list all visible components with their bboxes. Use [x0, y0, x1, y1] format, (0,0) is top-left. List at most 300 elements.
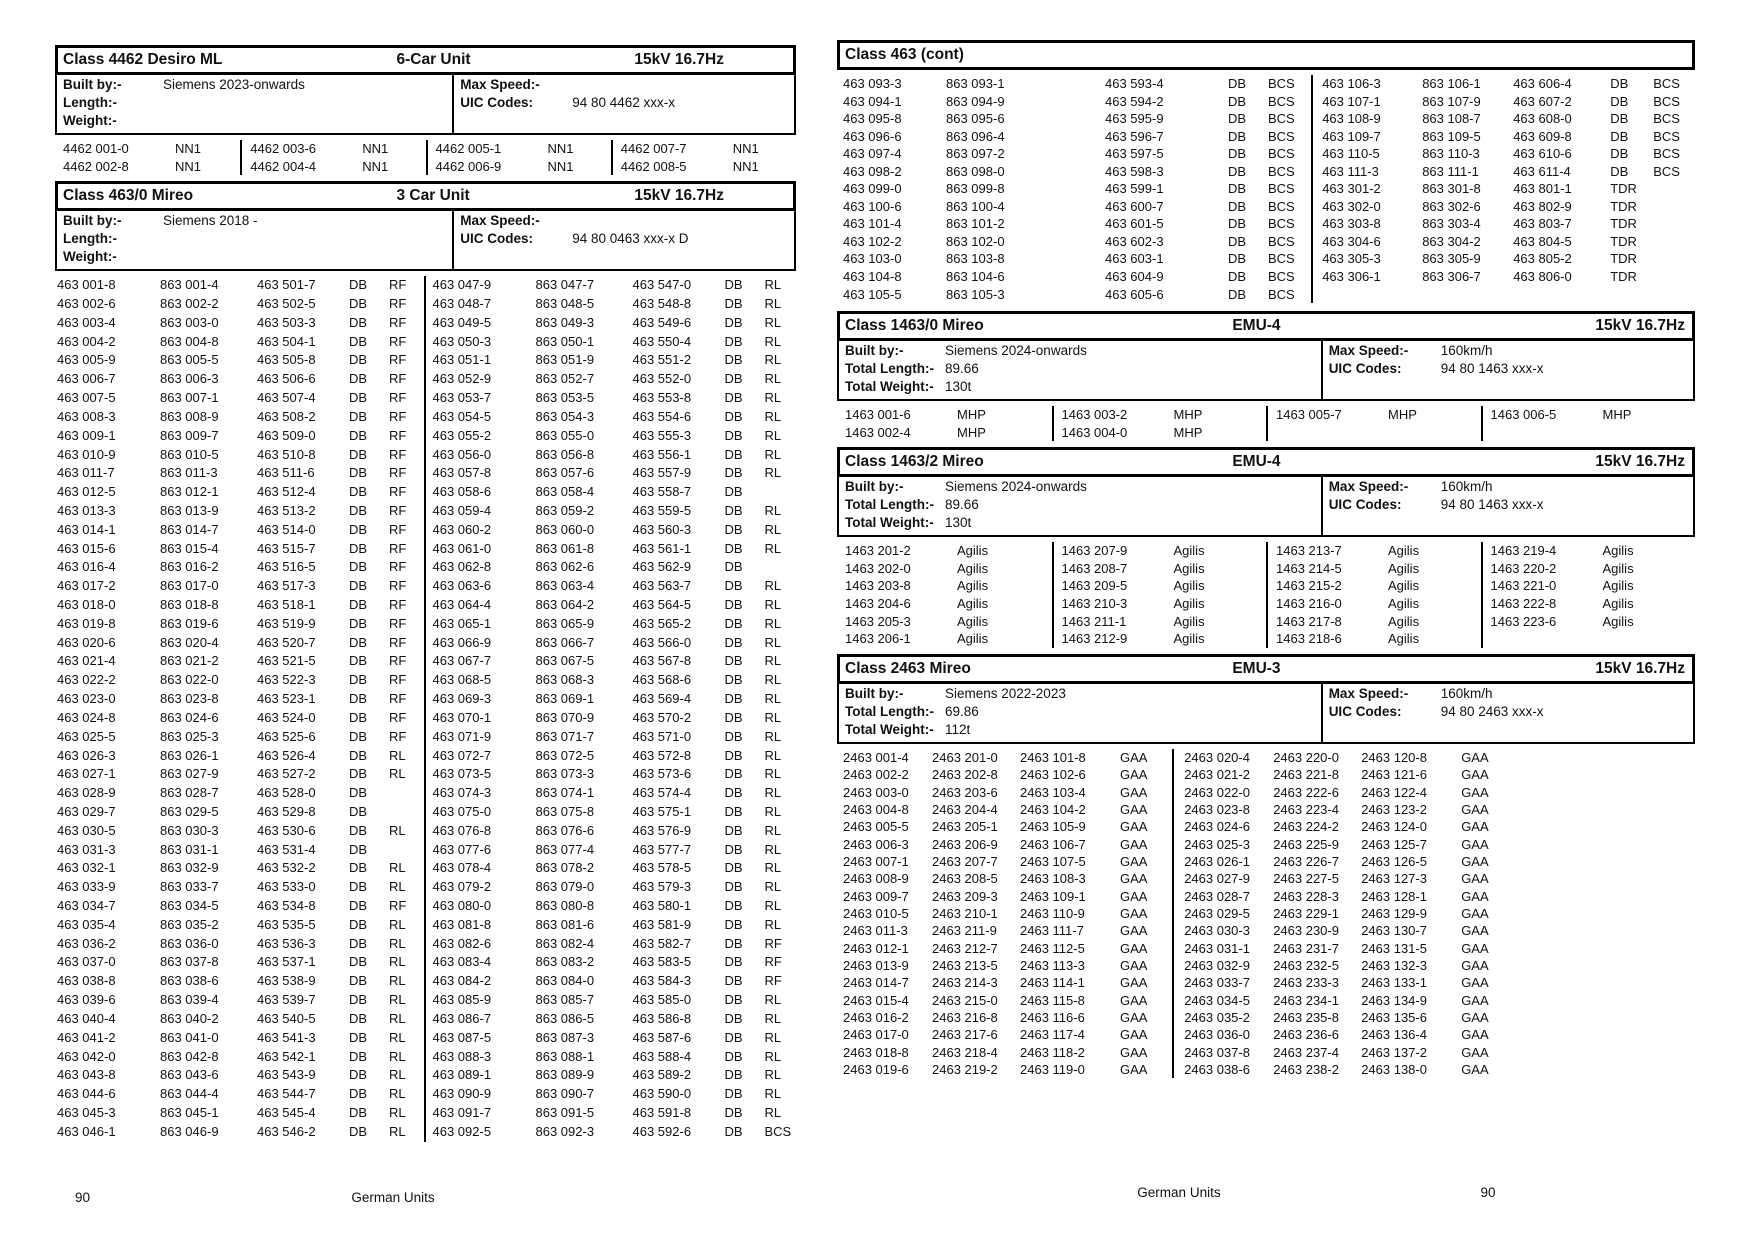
unit-number-pmc: 2463 222-6: [1273, 784, 1339, 800]
length-label: Length:-: [63, 231, 117, 247]
fleet-row: [433, 577, 797, 596]
unit-allocation: NN1: [547, 141, 574, 156]
unit-number-dmc2: 463 580-1: [632, 898, 692, 913]
max-speed-row: [1329, 342, 1687, 360]
pool-code: [1653, 198, 1695, 216]
unit-number: 4462 007-7: [620, 141, 687, 156]
operator-code: DB: [349, 973, 368, 989]
weight-label: Weight:-: [63, 249, 117, 265]
unit-number-tc: 863 083-2: [535, 954, 595, 970]
unit-number-dmc1: 2463 025-3: [1184, 836, 1250, 852]
unit-number-tc: 863 011-3: [160, 465, 218, 481]
unit-number-dmc2: 463 804-5: [1513, 233, 1572, 249]
unit-number-dmc1: 463 033-9: [57, 879, 116, 895]
pool-code: BCS: [1268, 216, 1295, 232]
built-by-row: [63, 212, 446, 230]
weight-label: Total Weight:-: [845, 379, 934, 395]
unit-group: [1052, 542, 1267, 648]
operator-code: DB: [349, 1104, 368, 1120]
fleet-row: [843, 128, 1311, 146]
unit-number-dmc2: 463 544-7: [257, 1086, 316, 1102]
unit-allocation: MHP: [1173, 424, 1203, 440]
operator-code: GAA: [1461, 836, 1489, 852]
unit-number-tc: 863 033-7: [160, 879, 219, 895]
unit-number-tc: 863 045-1: [160, 1104, 219, 1120]
uic-value: 94 80 4462 xxx-x: [572, 95, 676, 110]
unit-number-dmc2: 2463 128-1: [1361, 888, 1427, 904]
uic-row: [460, 230, 788, 248]
unit-allocation: MHP: [1173, 407, 1203, 423]
unit-number-dmc2: 463 591-8: [632, 1104, 692, 1120]
unit-number-dmc2: 463 574-4: [632, 785, 692, 801]
unit-number-tc: 863 047-7: [535, 277, 595, 293]
class-title: Class 1463/2 Mireo: [845, 453, 984, 471]
unit-number-tc: 863 098-0: [946, 163, 1005, 179]
unit-number-dmc1: 2463 021-2: [1184, 767, 1250, 783]
unit-number: 1463 212-9: [1061, 631, 1128, 647]
voltage-spec: 15kV 16.7Hz: [1595, 317, 1685, 335]
unit-row: [845, 542, 1052, 560]
fleet-row: [57, 1029, 424, 1048]
unit-row: [845, 595, 1052, 613]
class-463-fleet-table: [55, 271, 796, 1141]
unit-number-dmc1: 463 038-8: [57, 973, 116, 989]
fleet-row: [433, 540, 797, 559]
fleet-row: [433, 483, 797, 502]
pool-code: RF: [389, 728, 407, 744]
operator-code: DB: [724, 1104, 743, 1120]
unit-number-dmc2: 463 569-4: [632, 691, 692, 707]
unit-number-dmc2: 463 556-1: [632, 446, 692, 462]
unit-number: 1463 223-6: [1490, 613, 1557, 629]
unit-allocation: Agilis: [957, 631, 989, 647]
unit-number-tc: 863 104-6: [946, 269, 1005, 285]
unit-number-pmc: 2463 233-3: [1273, 975, 1339, 991]
pool-code: RF: [389, 709, 407, 725]
unit-number-dmc1: 2463 022-0: [1184, 784, 1250, 800]
fleet-row: [433, 464, 797, 483]
operator-code: GAA: [1461, 767, 1489, 783]
operator-code: DB: [349, 465, 368, 481]
unit-number-dmc2: 463 529-8: [257, 803, 316, 819]
unit-number-tc: 863 078-2: [535, 860, 595, 876]
unit-number-dmc1: 463 306-1: [1322, 269, 1381, 285]
pool-code: RL: [389, 1104, 406, 1120]
operator-code: GAA: [1120, 749, 1148, 765]
unit-number-dmc2: 463 512-4: [257, 484, 316, 500]
pool-code: BCS: [1268, 181, 1295, 197]
unit-number-tc: 863 092-3: [535, 1123, 595, 1139]
unit-number-dmc1: 463 082-6: [432, 935, 492, 951]
unit-number-dmc1: 463 015-6: [57, 540, 116, 556]
unit-number-dmc1: 2463 038-6: [1184, 1062, 1250, 1078]
fleet-row: [433, 427, 797, 446]
fleet-row: [843, 957, 1172, 974]
fleet-row: [57, 747, 424, 766]
unit-number-dmc1: 463 073-5: [432, 766, 492, 782]
fleet-row: [843, 180, 1311, 198]
fleet-row: [57, 314, 424, 333]
unit-number-dmc2: 2463 121-6: [1361, 767, 1427, 783]
pool-code: RF: [389, 371, 407, 387]
fleet-row: [57, 351, 424, 370]
unit-number-dmc2: 463 566-0: [632, 634, 692, 650]
pool-code: BCS: [1653, 76, 1680, 91]
weight-label: Total Weight:-: [845, 515, 934, 531]
pool-code: RF: [389, 672, 407, 688]
unit-number-tc: 863 099-8: [946, 181, 1005, 197]
unit-number-dmc1: 463 078-4: [432, 860, 492, 876]
fleet-row: [1322, 128, 1695, 146]
class-title: Class 463/0 Mireo: [63, 187, 194, 205]
unit-number-dmc1: 463 104-8: [843, 269, 902, 285]
unit-number-tc: 863 102-0: [946, 233, 1005, 249]
unit-number-dmc1: 2463 026-1: [1184, 853, 1250, 869]
unit-number: 1463 221-0: [1490, 578, 1557, 594]
unit-number-dmc1: 463 040-4: [57, 1010, 116, 1026]
unit-number-dmc1: 463 098-2: [843, 163, 902, 179]
class-1463-2-units: [837, 537, 1695, 654]
unit-number-dmc1: 463 024-8: [57, 709, 116, 725]
fleet-row: [1184, 836, 1695, 853]
operator-code: DB: [1228, 181, 1247, 197]
fleet-row: [433, 747, 797, 766]
fleet-row: [57, 765, 424, 784]
fleet-row: [843, 992, 1172, 1009]
unit-row: [1276, 630, 1481, 648]
unit-row: [1062, 595, 1267, 613]
unit-number-dmc2: 463 578-5: [632, 860, 692, 876]
unit-number-dmc2: 463 505-8: [257, 352, 316, 368]
fleet-row: [1322, 110, 1695, 128]
unit-number-dmc2: 2463 124-0: [1361, 819, 1427, 835]
unit-number-dmc1: 463 047-9: [432, 277, 492, 293]
unit-number-dmc1: 463 075-0: [432, 803, 492, 819]
unit-number-dmc2: 463 533-0: [257, 879, 316, 895]
fleet-row: [433, 615, 797, 634]
pool-code: [1653, 180, 1695, 198]
unit-number-dmc2: 463 605-6: [1105, 286, 1164, 302]
operator-code: GAA: [1461, 923, 1489, 939]
unit-number-dmc2: 463 536-3: [257, 935, 316, 951]
unit-number-dmc2: 463 587-6: [632, 1029, 692, 1045]
fleet-row: [433, 671, 797, 690]
uic-row: [460, 94, 788, 112]
operator-code: DB: [349, 803, 368, 819]
unit-number-dmc2: 2463 123-2: [1361, 801, 1427, 817]
pool-code: RL: [764, 277, 782, 293]
pool-code: RF: [389, 390, 407, 406]
unit-allocation: NN1: [732, 141, 759, 156]
fleet-row: [843, 1061, 1172, 1078]
pool-code: RL: [764, 408, 782, 424]
unit-allocation: Agilis: [1173, 578, 1205, 594]
fleet-row: [57, 953, 424, 972]
class-title: Class 2463 Mireo: [845, 659, 971, 677]
fleet-row: [1322, 233, 1695, 251]
unit-number-dmc2: 2463 101-8: [1020, 749, 1086, 765]
unit-number-tc: 863 046-9: [160, 1123, 219, 1139]
unit-number-dmc2: 2463 111-7: [1020, 923, 1084, 939]
unit-number-pmc: 2463 205-1: [932, 819, 998, 835]
operator-code: DB: [349, 935, 368, 951]
operator-code: DB: [349, 954, 368, 970]
operator-code: DB: [349, 277, 368, 293]
pool-code: [389, 803, 424, 822]
unit-number: 1463 220-2: [1490, 560, 1557, 576]
operator-code: DB: [349, 1086, 368, 1102]
unit-row: [1276, 595, 1481, 613]
unit-number-tc: 863 041-0: [160, 1029, 219, 1045]
fleet-row: [843, 198, 1311, 216]
unit-allocation: Agilis: [1388, 543, 1420, 559]
page-number: 90: [75, 1190, 91, 1205]
unit-number-tc: 863 093-1: [946, 76, 1005, 91]
fleet-row: [843, 1044, 1172, 1061]
pool-code: RF: [389, 898, 407, 913]
unit-number-dmc1: 463 009-1: [57, 427, 116, 443]
unit-number-dmc2: 463 610-6: [1513, 146, 1572, 162]
operator-code: DB: [1228, 286, 1247, 302]
max-speed-row: [460, 212, 788, 230]
length-label: Length:-: [63, 95, 117, 110]
fleet-row: [843, 268, 1311, 286]
operator-code: DB: [724, 822, 743, 838]
pool-code: RF: [389, 446, 407, 462]
unit-number-dmc2: 463 604-9: [1105, 269, 1164, 285]
unit-number-tc: 863 012-1: [160, 484, 219, 500]
unit-number-dmc1: 463 111-3: [1322, 163, 1379, 179]
unit-number: 1463 005-7: [1276, 407, 1342, 423]
fleet-row: [57, 709, 424, 728]
unit-number-dmc1: 463 020-6: [57, 634, 116, 650]
unit-number: 4462 005-1: [435, 141, 502, 156]
operator-code: GAA: [1461, 1044, 1489, 1060]
unit-number-pmc: 2463 221-8: [1273, 767, 1339, 783]
unit-number-dmc2: 463 803-7: [1513, 216, 1572, 232]
unit-number-tc: 863 043-6: [160, 1067, 219, 1083]
fleet-row: [843, 888, 1172, 905]
fleet-row: [57, 370, 424, 389]
operator-code: DB: [349, 446, 368, 462]
length-label: Total Length:-: [845, 703, 934, 719]
unit-number-dmc1: 463 018-0: [57, 597, 116, 612]
operator-code: DB: [1610, 111, 1629, 127]
unit-number-tc: 863 015-4: [160, 540, 219, 556]
pool-code: RF: [389, 559, 407, 575]
unit-number-dmc2: 463 519-9: [257, 615, 316, 631]
unit-row: [63, 158, 240, 176]
unit-allocation: Agilis: [1173, 543, 1205, 559]
unit-number-pmc: 2463 203-6: [932, 784, 998, 800]
operator-code: DB: [724, 766, 743, 782]
unit-number-pmc: 2463 214-3: [932, 975, 998, 991]
weight-row: [63, 248, 446, 266]
unit-number-tc: 863 103-8: [946, 251, 1005, 267]
voltage-spec: 15kV 16.7Hz: [634, 187, 724, 205]
unit-allocation: Agilis: [1388, 560, 1420, 576]
operator-code: DB: [724, 709, 743, 725]
unit-number-dmc1: 463 011-7: [57, 465, 115, 481]
unit-number-dmc1: 2463 001-4: [843, 749, 909, 765]
unit-number-dmc2: 2463 126-5: [1361, 853, 1427, 869]
fleet-table-right-half: [426, 276, 797, 1141]
unit-number-tc: 863 108-7: [1422, 111, 1481, 127]
built-by-value: Siemens 2024-onwards: [945, 479, 1087, 495]
unit-number-tc: 863 016-2: [160, 559, 219, 575]
uic-label: UIC Codes:: [460, 231, 533, 247]
unit-number-dmc2: 2463 120-8: [1361, 749, 1427, 765]
unit-number-tc: 863 306-7: [1422, 269, 1481, 285]
running-title: German Units: [351, 1190, 435, 1205]
unit-number-tc: 863 042-8: [160, 1048, 219, 1064]
weight-value: 130t: [945, 515, 972, 531]
unit-number-dmc1: 463 088-3: [432, 1048, 492, 1064]
unit-number-dmc1: 463 081-8: [432, 916, 492, 932]
unit-number: 4462 001-0: [63, 141, 129, 156]
unit-number-dmc2: 463 550-4: [632, 333, 692, 349]
operator-code: TDR: [1610, 198, 1637, 214]
pool-code: RL: [764, 803, 782, 819]
unit-number: 1463 205-3: [845, 613, 911, 629]
fleet-row: [57, 446, 424, 465]
operator-code: DB: [349, 296, 368, 311]
unit-number-pmc: 2463 209-3: [932, 888, 998, 904]
unit-number-dmc1: 463 096-6: [843, 128, 902, 144]
operator-code: GAA: [1120, 957, 1148, 973]
unit-number-dmc2: 463 601-5: [1105, 216, 1164, 232]
unit-number-tc: 863 101-2: [946, 216, 1005, 232]
unit-number-pmc: 2463 228-3: [1273, 888, 1339, 904]
pool-code: BCS: [1268, 286, 1295, 302]
unit-number-dmc2: 463 541-3: [257, 1029, 316, 1045]
unit-allocation: Agilis: [1602, 560, 1634, 576]
operator-code: DB: [724, 502, 743, 518]
pool-code: RF: [389, 653, 407, 669]
pool-code: RL: [389, 1123, 406, 1139]
unit-number-dmc2: 2463 129-9: [1361, 905, 1427, 921]
unit-number-dmc1: 463 102-2: [843, 233, 902, 249]
fleet-row: [57, 295, 424, 314]
unit-number-tc: 863 090-7: [535, 1086, 595, 1102]
operator-code: DB: [349, 898, 368, 913]
pool-code: BCS: [1268, 198, 1295, 214]
operator-code: DB: [724, 408, 743, 424]
fleet-row: [433, 314, 797, 333]
fleet-row: [57, 972, 424, 991]
unit-formation: EMU-4: [1232, 317, 1281, 335]
unit-row: [250, 140, 425, 158]
fleet-row: [433, 596, 797, 615]
operator-code: DB: [349, 1029, 368, 1045]
unit-number-pmc: 2463 220-0: [1273, 749, 1339, 765]
fleet-row: [57, 1010, 424, 1029]
unit-allocation: Agilis: [1602, 543, 1634, 559]
unit-number-tc: 863 048-5: [535, 296, 595, 311]
unit-number-dmc2: 2463 138-0: [1361, 1062, 1427, 1078]
pool-code: [1653, 268, 1695, 286]
unit-number: 4462 004-4: [250, 158, 317, 174]
operator-code: DB: [724, 747, 743, 763]
pool-code: BCS: [1653, 128, 1680, 144]
unit-number-dmc1: 463 084-2: [432, 973, 492, 989]
unit-allocation: Agilis: [1173, 613, 1205, 629]
unit-allocation: Agilis: [1173, 560, 1205, 576]
unit-number-dmc1: 2463 029-5: [1184, 905, 1250, 921]
operator-code: DB: [1228, 198, 1247, 214]
unit-number-tc: 863 050-1: [535, 333, 595, 349]
unit-number-tc: 863 037-8: [160, 954, 219, 970]
unit-number-tc: 863 087-3: [535, 1029, 595, 1045]
unit-allocation: Agilis: [1388, 596, 1420, 612]
unit-number-dmc1: 463 057-8: [432, 465, 492, 481]
operator-code: DB: [724, 540, 743, 556]
operator-code: GAA: [1461, 801, 1489, 817]
class-463-cont-table: [837, 70, 1695, 303]
unit-number-tc: 863 025-3: [160, 728, 219, 744]
unit-number: 1463 203-8: [845, 578, 911, 594]
unit-number: 4462 003-6: [250, 141, 317, 156]
fleet-row: [57, 1085, 424, 1104]
unit-number-dmc1: 2463 009-7: [843, 888, 909, 904]
fleet-row: [57, 596, 424, 615]
unit-row: [63, 140, 240, 158]
unit-number-dmc1: 463 086-7: [432, 1010, 492, 1026]
fleet-row: [433, 295, 797, 314]
operator-code: DB: [724, 860, 743, 876]
unit-row: [845, 577, 1052, 595]
unit-number-dmc2: 463 530-6: [257, 822, 316, 838]
unit-number-dmc1: 463 026-3: [57, 747, 116, 763]
unit-number-dmc1: 2463 037-8: [1184, 1044, 1250, 1060]
unit-number-dmc1: 463 108-9: [1322, 111, 1381, 127]
pool-code: RF: [389, 615, 407, 631]
operator-code: DB: [349, 728, 368, 744]
fleet-row: [433, 709, 797, 728]
fleet-row: [433, 972, 797, 991]
unit-number-dmc1: 463 010-9: [57, 446, 116, 462]
fleet-row: [433, 389, 797, 408]
operator-code: DB: [349, 841, 368, 857]
unit-number-tc: 863 023-8: [160, 691, 219, 707]
unit-number-dmc1: 463 037-0: [57, 954, 116, 970]
operator-code: DB: [724, 879, 743, 895]
pool-code: BCS: [1268, 93, 1295, 109]
fleet-row: [57, 1123, 424, 1142]
unit-number-dmc2: 2463 136-4: [1361, 1027, 1427, 1043]
unit-row: [1491, 595, 1696, 613]
fleet-row: [57, 558, 424, 577]
unit-number-dmc1: 463 053-7: [432, 390, 492, 406]
unit-number-dmc2: 463 540-5: [257, 1010, 316, 1026]
fleet-row: [57, 333, 424, 352]
unit-number-tc: 863 051-9: [535, 352, 595, 368]
running-title: German Units: [1137, 1185, 1221, 1200]
unit-number-pmc: 2463 232-5: [1273, 957, 1339, 973]
built-by-row: [63, 76, 446, 94]
length-value: 89.66: [945, 361, 979, 377]
fleet-row: [57, 577, 424, 596]
fleet-row: [57, 1104, 424, 1123]
unit-group: [426, 140, 611, 175]
built-by-row: [845, 342, 1315, 360]
unit-number-dmc1: 463 068-5: [432, 672, 492, 688]
pool-code: RF: [389, 408, 407, 424]
pool-code: RF: [389, 314, 407, 330]
unit-number-dmc1: 2463 007-1: [843, 853, 909, 869]
unit-number-dmc2: 463 545-4: [257, 1104, 316, 1120]
unit-number-dmc1: 463 061-0: [432, 540, 492, 556]
